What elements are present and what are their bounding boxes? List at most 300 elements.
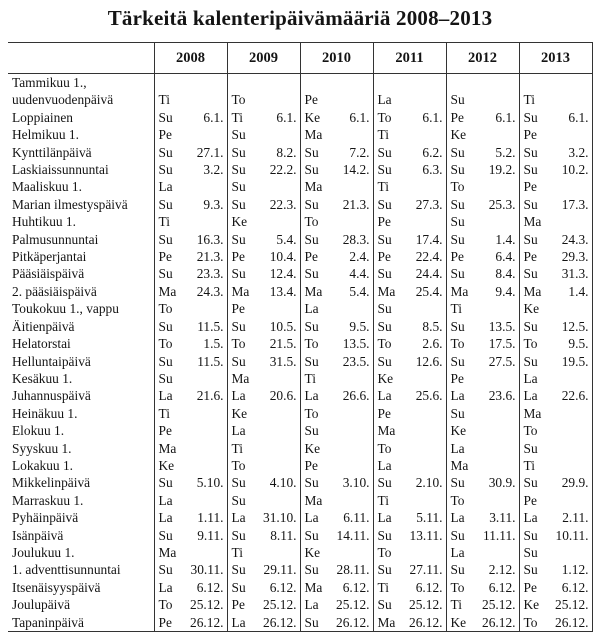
holiday-name: Maaliskuu 1. (12, 179, 82, 195)
date-cell (373, 440, 446, 457)
date: 5.4. (349, 283, 370, 299)
date-cell (300, 492, 373, 509)
date-cell (300, 387, 373, 404)
date-cell (227, 144, 300, 161)
date-cell (154, 74, 227, 92)
weekday: Su (377, 144, 392, 160)
date-cell (227, 527, 300, 544)
weekday: Su (231, 179, 246, 195)
date-cell (227, 300, 300, 317)
date-cell (154, 283, 227, 300)
weekday: Ma (304, 492, 323, 508)
weekday: Su (304, 423, 319, 439)
weekday: Ti (158, 405, 170, 421)
date-cell (154, 527, 227, 544)
weekday: La (450, 440, 465, 456)
weekday: Su (450, 562, 465, 578)
holiday-name: Tammikuu 1., (12, 75, 87, 90)
weekday: Su (304, 144, 319, 160)
weekday: Su (523, 266, 538, 282)
weekday: La (231, 388, 246, 404)
holiday-name: Joulukuu 1. (12, 544, 75, 560)
weekday: La (377, 92, 392, 108)
date: 2.12. (488, 562, 516, 578)
weekday: Ma (523, 283, 542, 299)
table-row (8, 457, 592, 474)
date-cell (154, 248, 227, 265)
date-cell (154, 300, 227, 317)
date: 6.1. (495, 109, 516, 125)
date-cell (227, 440, 300, 457)
year-header: 2010 (300, 43, 373, 74)
weekday: Pe (158, 249, 172, 265)
weekday: To (450, 579, 465, 595)
weekday: Su (231, 231, 246, 247)
date-cell (154, 126, 227, 143)
weekday: Ma (158, 440, 177, 456)
date-cell (446, 544, 519, 561)
weekday: Su (377, 301, 392, 317)
table-row (8, 561, 592, 578)
weekday: Su (450, 231, 465, 247)
date-cell (519, 161, 592, 178)
date-cell (446, 387, 519, 404)
weekday: Pe (304, 249, 318, 265)
weekday: Su (450, 318, 465, 334)
weekday: Su (158, 231, 173, 247)
weekday: La (450, 544, 465, 560)
weekday: Pe (231, 597, 245, 613)
weekday: Su (377, 353, 392, 369)
table-row (8, 283, 592, 300)
weekday: Su (231, 318, 246, 334)
date-cell (300, 509, 373, 526)
weekday: Ma (231, 283, 250, 299)
date-cell (373, 74, 446, 92)
date-cell (519, 109, 592, 126)
weekday: Su (158, 162, 173, 178)
date-cell (519, 561, 592, 578)
date: 29.9. (561, 475, 589, 491)
date: 23.5. (342, 353, 370, 369)
date-cell (446, 231, 519, 248)
table-row (8, 248, 592, 265)
weekday: La (523, 388, 538, 404)
date: 1.4. (495, 231, 516, 247)
weekday: Su (158, 370, 173, 386)
date: 13.4. (269, 283, 297, 299)
holiday-name: 2. pääsiäispäivä (12, 283, 97, 299)
date-cell (300, 527, 373, 544)
weekday: Ke (450, 127, 467, 143)
date: 12.4. (269, 266, 297, 282)
weekday: Ma (304, 127, 323, 143)
holiday-name: Pitkäperjantai (12, 249, 87, 265)
date-cell (446, 161, 519, 178)
weekday: Su (523, 144, 538, 160)
weekday: Su (377, 527, 392, 543)
weekday: Ti (377, 579, 389, 595)
date: 25.12. (263, 597, 297, 613)
date: 6.12. (561, 579, 589, 595)
date-cell (519, 213, 592, 230)
weekday: Ma (523, 214, 542, 230)
date-cell (446, 144, 519, 161)
date-cell (373, 614, 446, 632)
weekday: Su (450, 353, 465, 369)
date-cell (300, 596, 373, 613)
date-cell (446, 353, 519, 370)
date: 26.6. (342, 388, 370, 404)
weekday: Ke (231, 214, 248, 230)
weekday: Ti (158, 214, 170, 230)
holiday-name: Pyhäinpäivä (12, 510, 79, 526)
weekday: Pe (231, 301, 245, 317)
weekday: Ti (304, 370, 316, 386)
date: 4.10. (269, 475, 297, 491)
date: 1.12. (561, 562, 589, 578)
table-row (8, 370, 592, 387)
date: 3.2. (568, 144, 589, 160)
weekday: Su (231, 162, 246, 178)
date-cell (446, 561, 519, 578)
holiday-name: Marian ilmestyspäivä (12, 196, 128, 212)
date-cell (446, 196, 519, 213)
weekday: To (523, 614, 538, 630)
date-cell (373, 422, 446, 439)
date-cell (446, 370, 519, 387)
date-cell (373, 474, 446, 491)
weekday: Su (450, 162, 465, 178)
date: 16.3. (196, 231, 224, 247)
date-cell (227, 405, 300, 422)
date-cell (300, 248, 373, 265)
holiday-name: Huhtikuu 1. (12, 214, 76, 230)
date: 11.5. (197, 318, 224, 334)
date: 6.1. (203, 109, 224, 125)
date-cell (519, 231, 592, 248)
holiday-name: Loppiainen (12, 109, 73, 125)
weekday: Su (377, 475, 392, 491)
date-cell (519, 527, 592, 544)
date-cell (373, 109, 446, 126)
weekday: Ke (523, 301, 540, 317)
holiday-name: Elokuu 1. (12, 423, 65, 439)
holiday-name: Laskiaissunnuntai (12, 162, 109, 178)
date-cell (519, 457, 592, 474)
weekday: La (231, 614, 246, 630)
date-cell (227, 248, 300, 265)
date-cell (154, 561, 227, 578)
date: 6.1. (276, 109, 297, 125)
table-row (8, 614, 592, 632)
date: 17.4. (415, 231, 443, 247)
weekday: Su (158, 266, 173, 282)
date-cell (227, 492, 300, 509)
weekday: La (450, 388, 465, 404)
weekday: Ti (450, 597, 462, 613)
weekday: La (523, 370, 538, 386)
weekday: Pe (523, 127, 537, 143)
weekday: Ke (523, 597, 540, 613)
date-cell (154, 405, 227, 422)
weekday: Su (231, 144, 246, 160)
holiday-name: Kynttilänpäivä (12, 144, 92, 160)
weekday: Su (450, 144, 465, 160)
table-row (8, 544, 592, 561)
date: 25.12. (482, 597, 516, 613)
date: 25.12. (409, 597, 443, 613)
weekday: To (450, 492, 465, 508)
date-cell (227, 561, 300, 578)
date-cell (446, 91, 519, 108)
date-cell (446, 509, 519, 526)
table-row (8, 474, 592, 491)
weekday: Ti (450, 301, 462, 317)
holiday-name: Helluntaipäivä (12, 353, 91, 369)
date: 25.6. (415, 388, 443, 404)
weekday: Su (231, 475, 246, 491)
weekday: Su (304, 196, 319, 212)
date-cell (519, 596, 592, 613)
date-cell (300, 405, 373, 422)
year-header: 2009 (227, 43, 300, 74)
weekday: Su (231, 492, 246, 508)
date-cell (154, 457, 227, 474)
date-cell (154, 265, 227, 282)
date-cell (373, 527, 446, 544)
date: 25.4. (415, 283, 443, 299)
table-row (8, 231, 592, 248)
date-cell (300, 318, 373, 335)
table-row (8, 422, 592, 439)
weekday: Pe (523, 249, 537, 265)
date-cell (519, 335, 592, 352)
date: 26.12. (409, 614, 443, 630)
weekday: Su (158, 318, 173, 334)
date-cell (154, 231, 227, 248)
date: 6.1. (422, 109, 443, 125)
weekday: To (523, 423, 538, 439)
weekday: Su (231, 353, 246, 369)
weekday: Su (450, 92, 465, 108)
year-header: 2013 (519, 43, 592, 74)
date: 27.5. (488, 353, 516, 369)
date-cell (373, 91, 446, 108)
weekday: Pe (450, 370, 464, 386)
date-cell (446, 109, 519, 126)
date-cell (227, 474, 300, 491)
date-cell (227, 196, 300, 213)
date-cell (154, 544, 227, 561)
date: 26.12. (263, 614, 297, 630)
weekday: Ma (377, 423, 396, 439)
date-cell (446, 474, 519, 491)
weekday: La (377, 457, 392, 473)
date-cell (519, 91, 592, 108)
date-cell (446, 335, 519, 352)
weekday: Su (304, 527, 319, 543)
weekday: Pe (377, 249, 391, 265)
weekday: Ke (377, 370, 394, 386)
date-cell (373, 248, 446, 265)
date-cell (373, 265, 446, 282)
date: 6.1. (349, 109, 370, 125)
date-cell (373, 318, 446, 335)
weekday: Ma (450, 283, 469, 299)
weekday: Su (523, 318, 538, 334)
weekday: Ti (523, 457, 535, 473)
date-cell (300, 196, 373, 213)
date-cell (373, 213, 446, 230)
weekday: Su (450, 475, 465, 491)
date-cell (373, 178, 446, 195)
table-row (8, 126, 592, 143)
date-cell (300, 440, 373, 457)
table-row (8, 91, 592, 108)
weekday: Su (304, 562, 319, 578)
date: 6.12. (415, 579, 443, 595)
date-cell (373, 353, 446, 370)
weekday: Ti (231, 440, 243, 456)
holiday-name: Palmusunnuntai (12, 231, 99, 247)
date: 6.12. (488, 579, 516, 595)
weekday: To (377, 336, 392, 352)
weekday: La (158, 388, 173, 404)
date: 2.6. (422, 336, 443, 352)
holiday-name: Syyskuu 1. (12, 440, 72, 456)
date-cell (227, 353, 300, 370)
weekday: La (231, 423, 246, 439)
weekday: Su (523, 527, 538, 543)
weekday: Su (304, 475, 319, 491)
weekday: Ti (231, 544, 243, 560)
date-cell (446, 126, 519, 143)
weekday: Ti (231, 109, 243, 125)
date: 2.11. (562, 510, 589, 526)
date: 6.11. (343, 510, 370, 526)
date: 26.12. (482, 614, 516, 630)
weekday: Su (231, 527, 246, 543)
weekday: Pe (450, 249, 464, 265)
date-cell (227, 265, 300, 282)
date-cell (227, 422, 300, 439)
weekday: Pe (450, 109, 464, 125)
date-cell (300, 544, 373, 561)
date: 6.4. (495, 249, 516, 265)
calendar-body (8, 74, 592, 632)
date-cell (373, 492, 446, 509)
date-cell (373, 370, 446, 387)
holiday-name: Helmikuu 1. (12, 127, 79, 143)
weekday: Su (158, 353, 173, 369)
date: 21.5. (269, 336, 297, 352)
holiday-name: Itsenäisyyspäivä (12, 579, 101, 595)
date: 25.3. (488, 196, 516, 212)
date: 10.11. (555, 527, 589, 543)
weekday: Su (450, 405, 465, 421)
date-cell (227, 126, 300, 143)
holiday-name: Heinäkuu 1. (12, 405, 78, 421)
date-cell (519, 405, 592, 422)
year-header: 2011 (373, 43, 446, 74)
date: 27.1. (196, 144, 224, 160)
date-cell (154, 161, 227, 178)
date-cell (154, 474, 227, 491)
date-cell (373, 161, 446, 178)
weekday: Su (450, 196, 465, 212)
date-cell (154, 109, 227, 126)
date-cell (300, 126, 373, 143)
weekday: Su (377, 318, 392, 334)
date-cell (227, 178, 300, 195)
date: 10.4. (269, 249, 297, 265)
weekday: Su (450, 214, 465, 230)
weekday: Pe (523, 179, 537, 195)
date: 9.5. (349, 318, 370, 334)
date-cell (154, 318, 227, 335)
date-cell (373, 457, 446, 474)
date: 8.2. (276, 144, 297, 160)
weekday: Ma (158, 544, 177, 560)
date-cell (227, 614, 300, 632)
date-cell (373, 283, 446, 300)
date-cell (373, 579, 446, 596)
date-cell (519, 422, 592, 439)
date-cell (446, 596, 519, 613)
date-cell (446, 422, 519, 439)
weekday: Ma (158, 283, 177, 299)
date-cell (446, 492, 519, 509)
date-cell (227, 387, 300, 404)
date: 28.11. (336, 562, 370, 578)
date: 1.4. (568, 283, 589, 299)
date-cell (446, 283, 519, 300)
date-cell (227, 91, 300, 108)
date-cell (227, 457, 300, 474)
date-cell (519, 283, 592, 300)
date-cell (300, 74, 373, 92)
date-cell (373, 144, 446, 161)
weekday: Su (231, 562, 246, 578)
date: 1.11. (197, 510, 224, 526)
weekday: Su (158, 144, 173, 160)
date-cell (373, 231, 446, 248)
date: 9.4. (495, 283, 516, 299)
date: 6.3. (422, 162, 443, 178)
weekday: Su (523, 544, 538, 560)
weekday: Su (377, 562, 392, 578)
date-cell (300, 579, 373, 596)
weekday: Su (304, 266, 319, 282)
date-cell (227, 509, 300, 526)
weekday: Ti (377, 127, 389, 143)
date: 14.11. (336, 527, 370, 543)
date: 2.4. (349, 249, 370, 265)
date: 31.10. (263, 510, 297, 526)
date-cell (300, 161, 373, 178)
weekday: Su (377, 196, 392, 212)
weekday: Pe (158, 423, 172, 439)
date-cell (154, 596, 227, 613)
date: 21.6. (196, 388, 224, 404)
date-cell (519, 614, 592, 632)
date-cell (227, 596, 300, 613)
date: 5.10. (196, 475, 224, 491)
year-header: 2012 (446, 43, 519, 74)
weekday: Ma (304, 579, 323, 595)
date-cell (154, 370, 227, 387)
